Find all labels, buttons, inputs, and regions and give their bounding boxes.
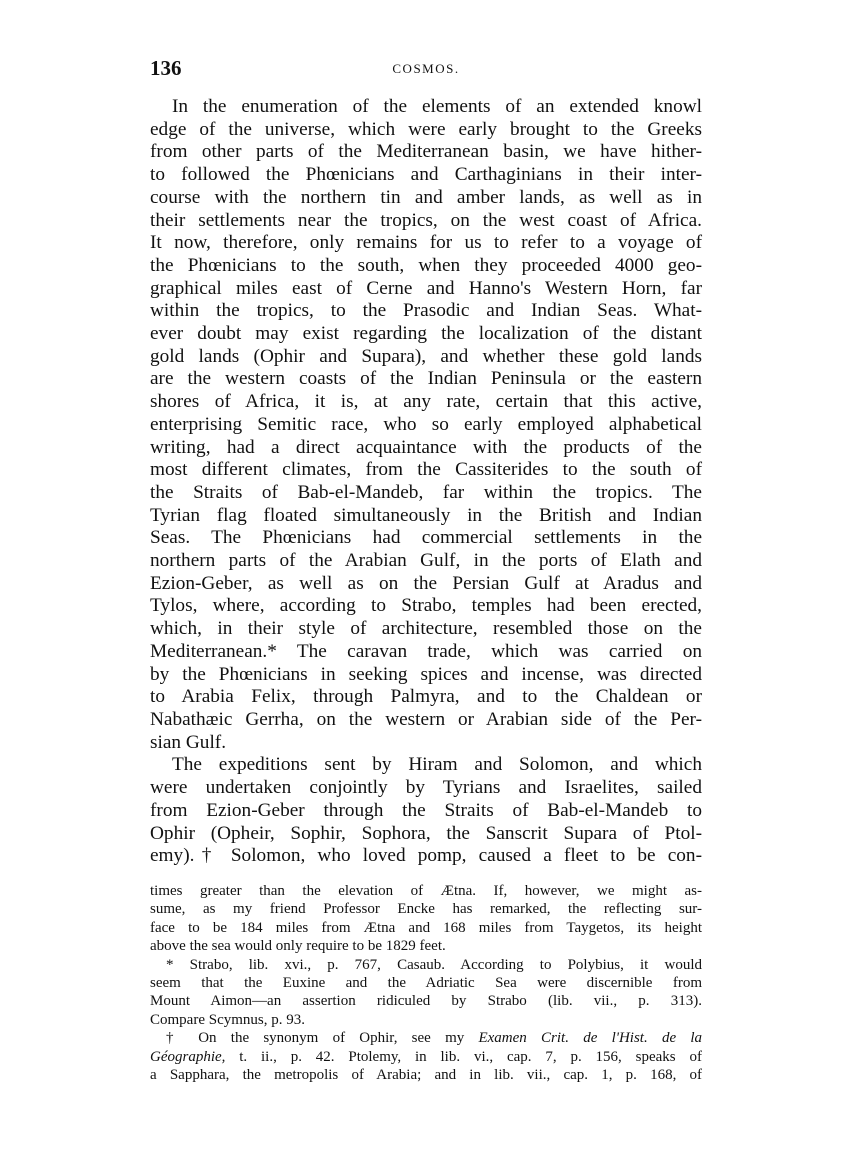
body-line: edge of the universe, which were early brought to the Greeks <box>150 118 702 140</box>
footnote-line: sume, as my friend Professor Encke has remarked, the reflecting sur- <box>150 901 702 918</box>
body-line: course with the northern tin and amber lands, as well as in <box>150 186 702 208</box>
footnote-line: above the sea would only require to be 1829 feet. <box>150 938 446 955</box>
body-line: enterprising Semitic race, who so early employed alphabetical <box>150 413 702 435</box>
body-line: Seas. The Phœnicians had commercial settlements in the <box>150 527 702 549</box>
body-line: from other parts of the Mediterranean basin, we have hither- <box>150 141 702 163</box>
body-line: which, in their style of architecture, resembled those on the <box>150 618 702 640</box>
footnote-line-dagger <box>150 1029 702 1047</box>
body-line: emy).† Solomon, who loved pomp, caused a fleet to be con- <box>150 845 702 867</box>
body-line: Tylos, where, according to Strabo, temples had been erected, <box>150 595 702 617</box>
body-line: shores of Africa, it is, at any rate, certain that this active, <box>150 391 702 413</box>
body-line: sian Gulf. <box>150 731 227 753</box>
footnote-line-dagger <box>150 1048 702 1066</box>
footnote-italic-title: Géographie, <box>150 1048 226 1065</box>
footnote-line: seem that the Euxine and the Adriatic Sea were discernible from <box>150 975 702 992</box>
page-number: 136 <box>150 56 182 80</box>
footnote-line: face to be 184 miles from Ætna and 168 miles from Taygetos, its height <box>150 919 702 936</box>
body-line: The expeditions sent by Hiram and Solomon, and which <box>172 754 702 776</box>
footnote-text: t. ii., p. 42. Ptolemy, in lib. vi., cap. 7, p. 156, speaks of <box>225 1048 702 1065</box>
body-line: northern parts of the Arabian Gulf, in the ports of Elath and <box>150 550 702 572</box>
footnote-line: Mount Aimon—an assertion ridiculed by Strabo (lib. vii., p. 313). <box>150 993 702 1010</box>
body-line: their settlements near the tropics, on the west coast of Africa. <box>150 209 702 231</box>
body-line: the Straits of Bab-el-Mandeb, far within the tropics. The <box>150 481 702 503</box>
footnote-italic-title: Examen Crit. de l'Hist. de la <box>478 1030 703 1047</box>
body-line: were undertaken conjointly by Tyrians and Israelites, sailed <box>150 777 702 799</box>
body-line: ever doubt may exist regarding the localization of the distant <box>150 323 702 345</box>
body-line: to Arabia Felix, through Palmyra, and to the Chaldean or <box>150 686 702 708</box>
running-head: COSMOS. <box>392 61 460 76</box>
body-line: writing, had a direct acquaintance with the products of the <box>150 436 702 458</box>
body-line: most different climates, from the Cassiterides to the south of <box>150 459 702 481</box>
body-line: to followed the Phœnicians and Carthaginians in their inter- <box>150 164 702 186</box>
body-line: It now, therefore, only remains for us to refer to a voyage of <box>150 232 702 254</box>
footnote-text: † On the synonym of Ophir, see my <box>166 1030 479 1047</box>
body-line: Tyrian flag floated simultaneously in the British and Indian <box>150 504 702 526</box>
body-line: Mediterranean.* The caravan trade, which was carried on <box>150 640 702 662</box>
body-line: graphical miles east of Cerne and Hanno's Western Horn, far <box>150 277 702 299</box>
body-line: the Phœnicians to the south, when they proceeded 4000 geo- <box>150 254 702 276</box>
body-text <box>150 96 702 868</box>
footnote-line: * Strabo, lib. xvi., p. 767, Casaub. According to Polybius, it would <box>166 956 702 973</box>
footnotes <box>150 882 702 1084</box>
body-line: Ezion-Geber, as well as on the Persian Gulf at Aradus and <box>150 572 702 594</box>
body-line: by the Phœnicians in seeking spices and incense, was directed <box>150 663 702 685</box>
footnote-line: times greater than the elevation of Ætna. If, however, we might as- <box>150 883 702 899</box>
page-header <box>150 56 702 80</box>
body-line: Ophir (Opheir, Sophir, Sophora, the Sanscrit Supara of Ptol- <box>150 822 702 844</box>
footnote-line: Compare Scymnus, p. 93. <box>150 1011 305 1028</box>
body-line: from Ezion-Geber through the Straits of Bab-el-Mandeb to <box>150 799 702 821</box>
body-line: In the enumeration of the elements of an extended knowl <box>172 96 702 117</box>
body-line: gold lands (Ophir and Supara), and whether these gold lands <box>150 345 702 367</box>
body-line: Nabathæic Gerrha, on the western or Arabian side of the Per- <box>150 708 702 730</box>
body-line: within the tropics, to the Prasodic and Indian Seas. What- <box>150 300 702 322</box>
footnote-line: a Sapphara, the metropolis of Arabia; and in lib. vii., cap. 1, p. 168, of <box>150 1067 702 1084</box>
body-line: are the western coasts of the Indian Peninsula or the eastern <box>150 368 702 390</box>
